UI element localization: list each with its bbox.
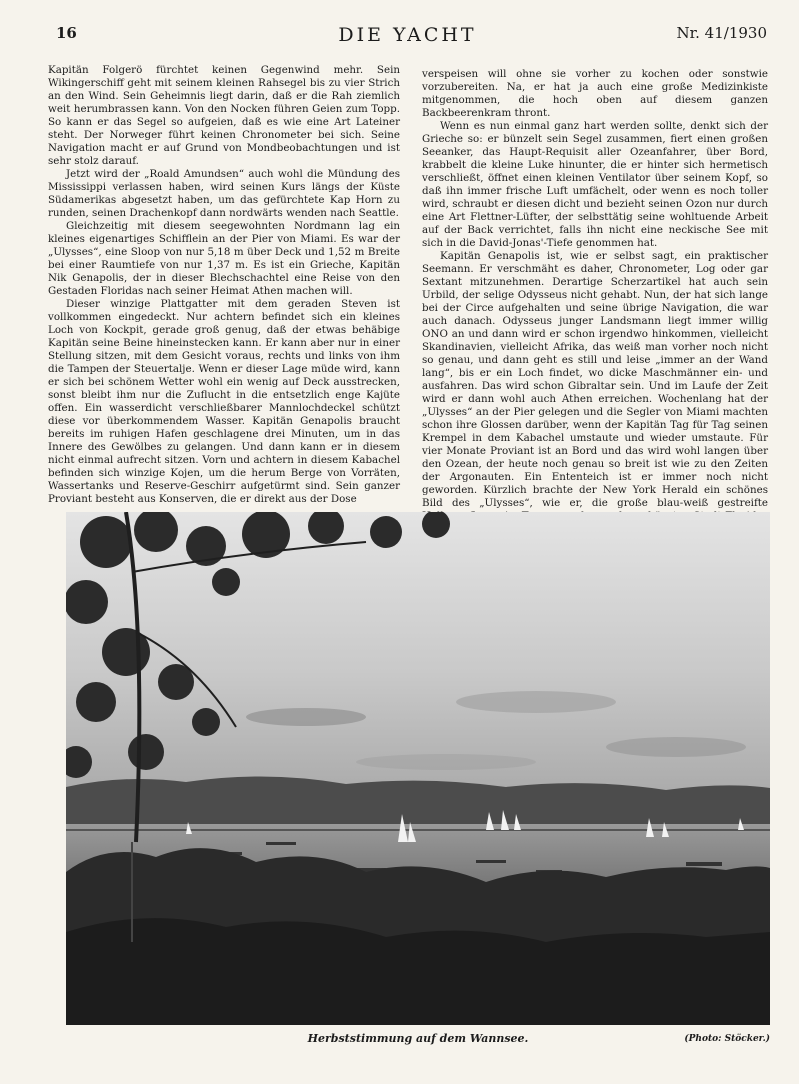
paragraph: Kapitän Genapolis ist, wie er selbst sagt, ein praktischer Seemann. Er verschmäht es daher, Chronometer, Log oder gar Sextant mitzunehmen. Derartige Scherzartikel hat auch sein Urbild, der selige Odysseus nicht gehabt. Nun, der hat sich lange bei der Circe aufgehalten und seine übrige Navigation, die war auch danach. Odysseus junger Landsmann liegt immer willig ONO an und dann wird er schon irgendwo hinkommen, vielleicht Skandinavien, vielleicht Afrika, das weiß man vorher noch nicht so genau, und dann geht es still und leise „immer an der Wand lang“, bis er ein Loch findet, wo dicke Maschmänner ein- und ausfahren. Das wird schon Gibraltar sein. Und im Laufe der Zeit wird er dann wohl auch Athen erreichen. Wochenlang hat der „Ulysses“ an der Pier gelegen und die Segler von Miami machten schon ihre Glossen darüber, wenn der Kapitän Tag für Tag seinen Krempel in dem Kabachel umstaute und wieder umstaute. Für vier Monate Proviant ist an Bord und das wird wohl langen über den Ozean, der heute noch genau so breit ist wie zu den Zeiten der Argonauten. Ein Ententeich ist er immer noch nicht geworden. Kürzlich brachte der New York Herald ein schönes Bild des „Ulysses“, wie er, die große blau-weiß gestreifte — [422, 250, 768, 509]
right-column — [422, 68, 768, 536]
magazine-title: DIE YACHT — [338, 24, 477, 46]
photo-caption: Herbststimmung auf dem Wannsee. — [307, 1032, 529, 1045]
paragraph: Dieser winzige Plattgatter mit dem geraden Steven ist vollkommen eingedeckt. Nur achtern befindet sich ein kleines Loch von Kockpit, gerade groß genug, daß der etwas behäbige Kapitän seine Beine hineinstecken kann. Er kann aber nur in einer Stellung sitzen, mit dem Gesicht voraus, rechts und links von ihm die Tampen der Steuertalje. Wenn er dieser Lage müde wird, kann er sich bei schönem Wetter wohl ein wenig auf Deck ausstrecken, sonst bleibt ihm nur die Zuflucht in die entsetzlich enge Kajüte offen. Ein wasserdicht verschließbarer Mannlochdeckel schützt diese vor überkommendem Wasser. Kapitän Genapolis braucht bereits im ruhigen Hafen geschlagene drei Minuten, um in das Innere des Gewölbes zu gelangen. Und dann kann er in diesem nicht einmal aufrecht sitzen. Vorn und achtern in diesem Kabachel befinden sich winzige Kojen, um die herum Berge von Vorräten, Wassertanks und Reserve-Geschirr aufgetürmt sind. Sein ganzer Proviant besteht aus Konserven, die er direkt aus der Dose — [48, 298, 400, 505]
paragraph: Gleichzeitig mit diesem seegewohnten Nordmann lag ein kleines eigenartiges Schifflein an der Pier von Miami. Es war der „Ulysses“, eine Sloop von nur 5,18 m über Deck und 1,52 m Breite bei einer Raumtiefe von nur 1,37 m. Es ist ein Grieche, Kapitän Nik Genapolis, der in dieser Blechschachtel eine Reise von den Gestaden Floridas nach seiner Heimat Athen machen will. — [48, 220, 400, 297]
paragraph: verspeisen will ohne sie vorher zu kochen oder sonstwie vorzubereiten. Na, er hat ja auch eine große Medizinkiste mitgenommen, die hoch oben auf diesem ganzen Backbeerenkram thront. — [422, 68, 768, 119]
paragraph: Wenn es nun einmal ganz hart werden sollte, denkt sich der Grieche so: er bünzelt sein Segel zusammen, fiert einen großen Seeanker, das Haupt-Requisit aller Ozeanfahrer, über Bord, krabbelt die kleine Luke hinunter, die er hinter sich hermetisch verschließt, öffnet einen kleinen Ventilator über seinem Kopf, so daß ihn immer frische Luft umfächelt, oder wenn es noch toller wird, schraubt er diesen dicht und bezieht seinen Ozon nur durch eine Art Flettner-Lüfter, der selbsttätig seine wohltuende Arbeit auf der Back verrichtet, falls ihn nicht eine neckische See mit sich in die David-Jonas'-Tiefe genommen hat. — [422, 120, 768, 249]
issue-number: Nr. 41/1930 — [676, 24, 767, 42]
lake-photograph — [66, 512, 770, 1025]
page-number: 16 — [56, 24, 77, 42]
left-column — [48, 64, 400, 506]
photo-caption-row — [66, 1032, 770, 1048]
paragraph: Kapitän Folgerö fürchtet keinen Gegenwind mehr. Sein Wikingerschiff geht mit seinem kleinen Rahsegel bis zu vier Strich an den Wind. Sein Geheimnis liegt darin, daß er die Rah ziemlich weit herumbrassen kann. Von den Nocken führen Geien zum Topp. So kann er das Segel so aufgeien, daß es wie eine Art Lateiner steht. Der Norweger führt keinen Chronometer bei sich. Seine Navigation macht er auf Grund von Mondbeobachtungen und ist sehr stolz darauf. — [48, 64, 400, 167]
photo-credit: (Photo: Stöcker.) — [684, 1034, 770, 1044]
page-header — [48, 24, 767, 48]
paragraph: Jetzt wird der „Roald Amundsen“ auch wohl die Mündung des Mississippi verlassen haben, wird seinen Kurs längs der Küste Südamerikas abgesetzt haben, um das gefürchtete Kap Horn zu runden, seinen Drachenkopf dann nordwärts wenden nach Seattle. — [48, 168, 400, 219]
